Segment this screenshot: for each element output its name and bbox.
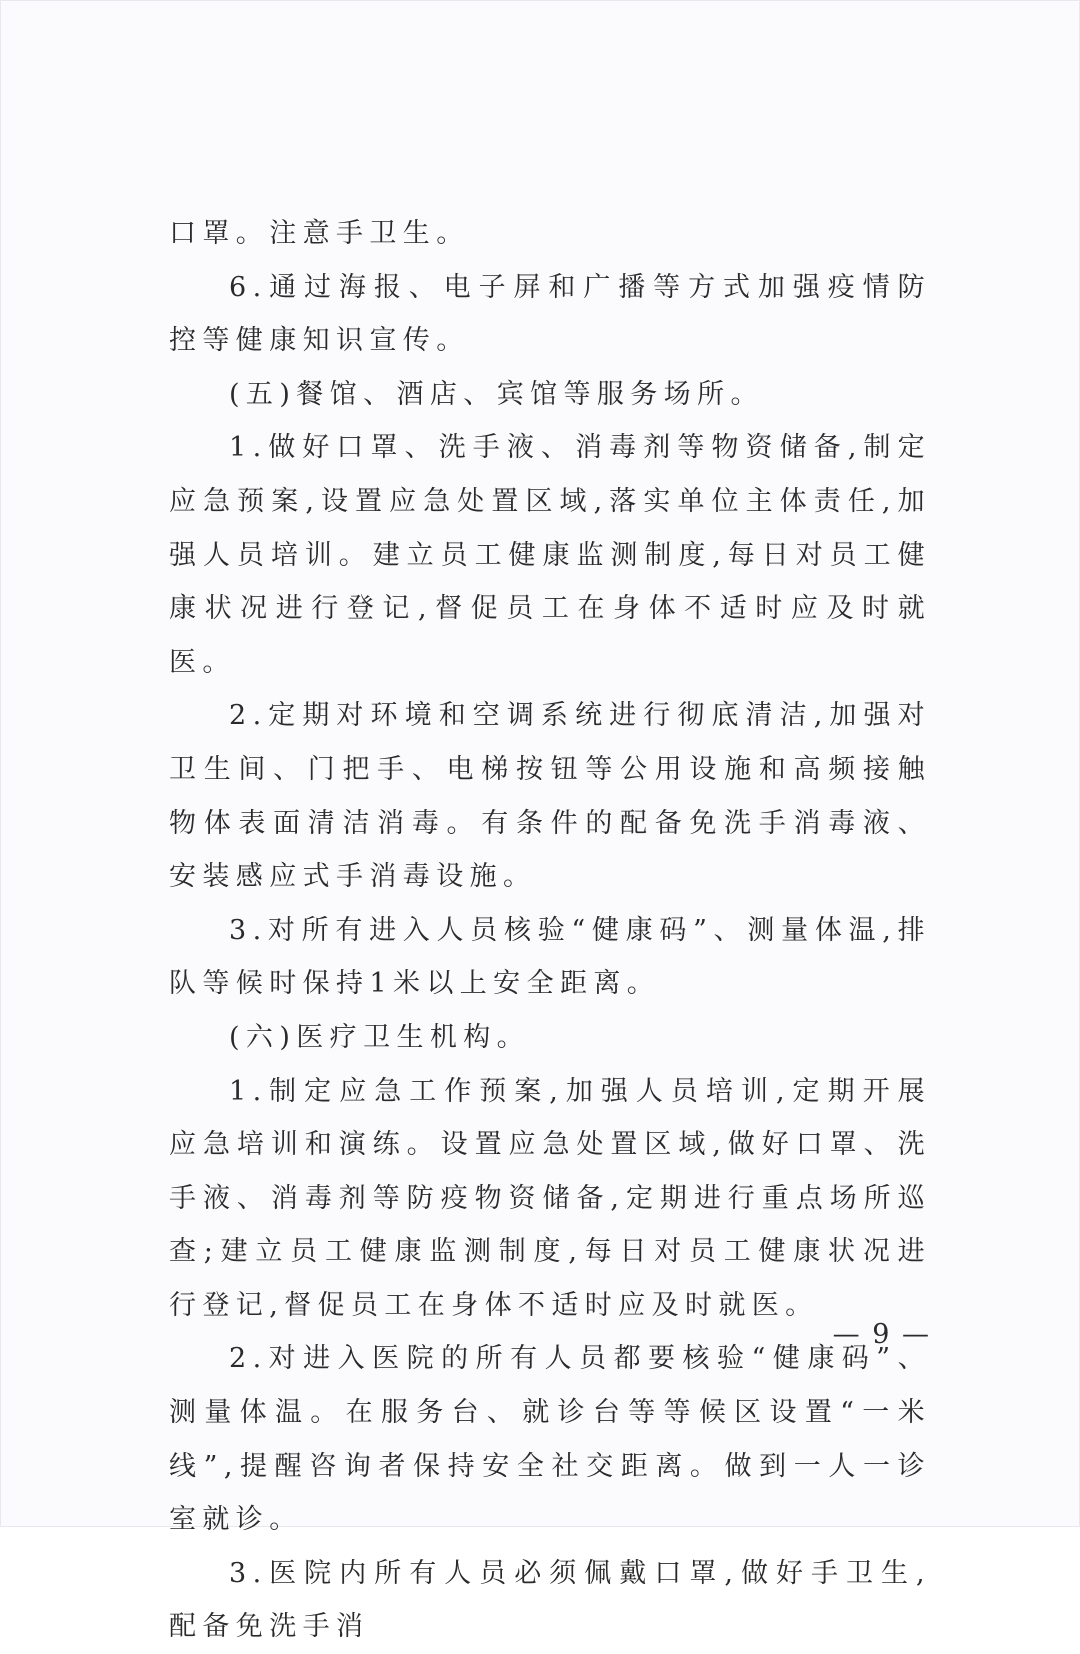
paragraph-continuation: 口罩。注意手卫生。 bbox=[169, 218, 470, 249]
page-number: — 9 — bbox=[832, 1319, 931, 1350]
paragraph-6-item-1: 1.制定应急工作预案,加强人员培训,定期开展应急培训和演练。设置应急处置区域,做好口罩、洗手液、消毒剂等防疫物资储备,定期进行重点场所巡查;建立员工健康监测制度,每日对员工健康状况进行登记,督促员工在身体不适时应及时就医。 bbox=[169, 1075, 931, 1321]
document-body bbox=[169, 207, 931, 1654]
section-heading-6: (六)医疗卫生机构。 bbox=[229, 1021, 531, 1053]
paragraph-5-item-1: 1.做好口罩、洗手液、消毒剂等物资储备,制定应急预案,设置应急处置区域,落实单位主体责任,加强人员培训。建立员工健康监测制度,每日对员工健康状况进行登记,督促员工在身体不适时应及时就医。 bbox=[169, 432, 931, 678]
paragraph-6-item-2: 2.对进入医院的所有人员都要核验“健康码”、测量体温。在服务台、就诊台等等候区设置“一米线”,提醒咨询者保持安全社交距离。做到一人一诊室就诊。 bbox=[169, 1343, 931, 1536]
paragraph-item-6: 6.通过海报、电子屏和广播等方式加强疫情防控等健康知识宣传。 bbox=[169, 271, 931, 357]
paragraph-6-item-3: 3.医院内所有人员必须佩戴口罩,做好手卫生,配备免洗手消 bbox=[169, 1557, 931, 1643]
section-heading-5: (五)餐馆、酒店、宾馆等服务场所。 bbox=[229, 378, 764, 410]
paragraph-5-item-2: 2.定期对环境和空调系统进行彻底清洁,加强对卫生间、门把手、电梯按钮等公用设施和高频接触物体表面清洁消毒。有条件的配备免洗手消毒液、安装感应式手消毒设施。 bbox=[169, 700, 931, 893]
paragraph-5-item-3: 3.对所有进入人员核验“健康码”、测量体温,排队等候时保持1米以上安全距离。 bbox=[169, 914, 931, 1000]
